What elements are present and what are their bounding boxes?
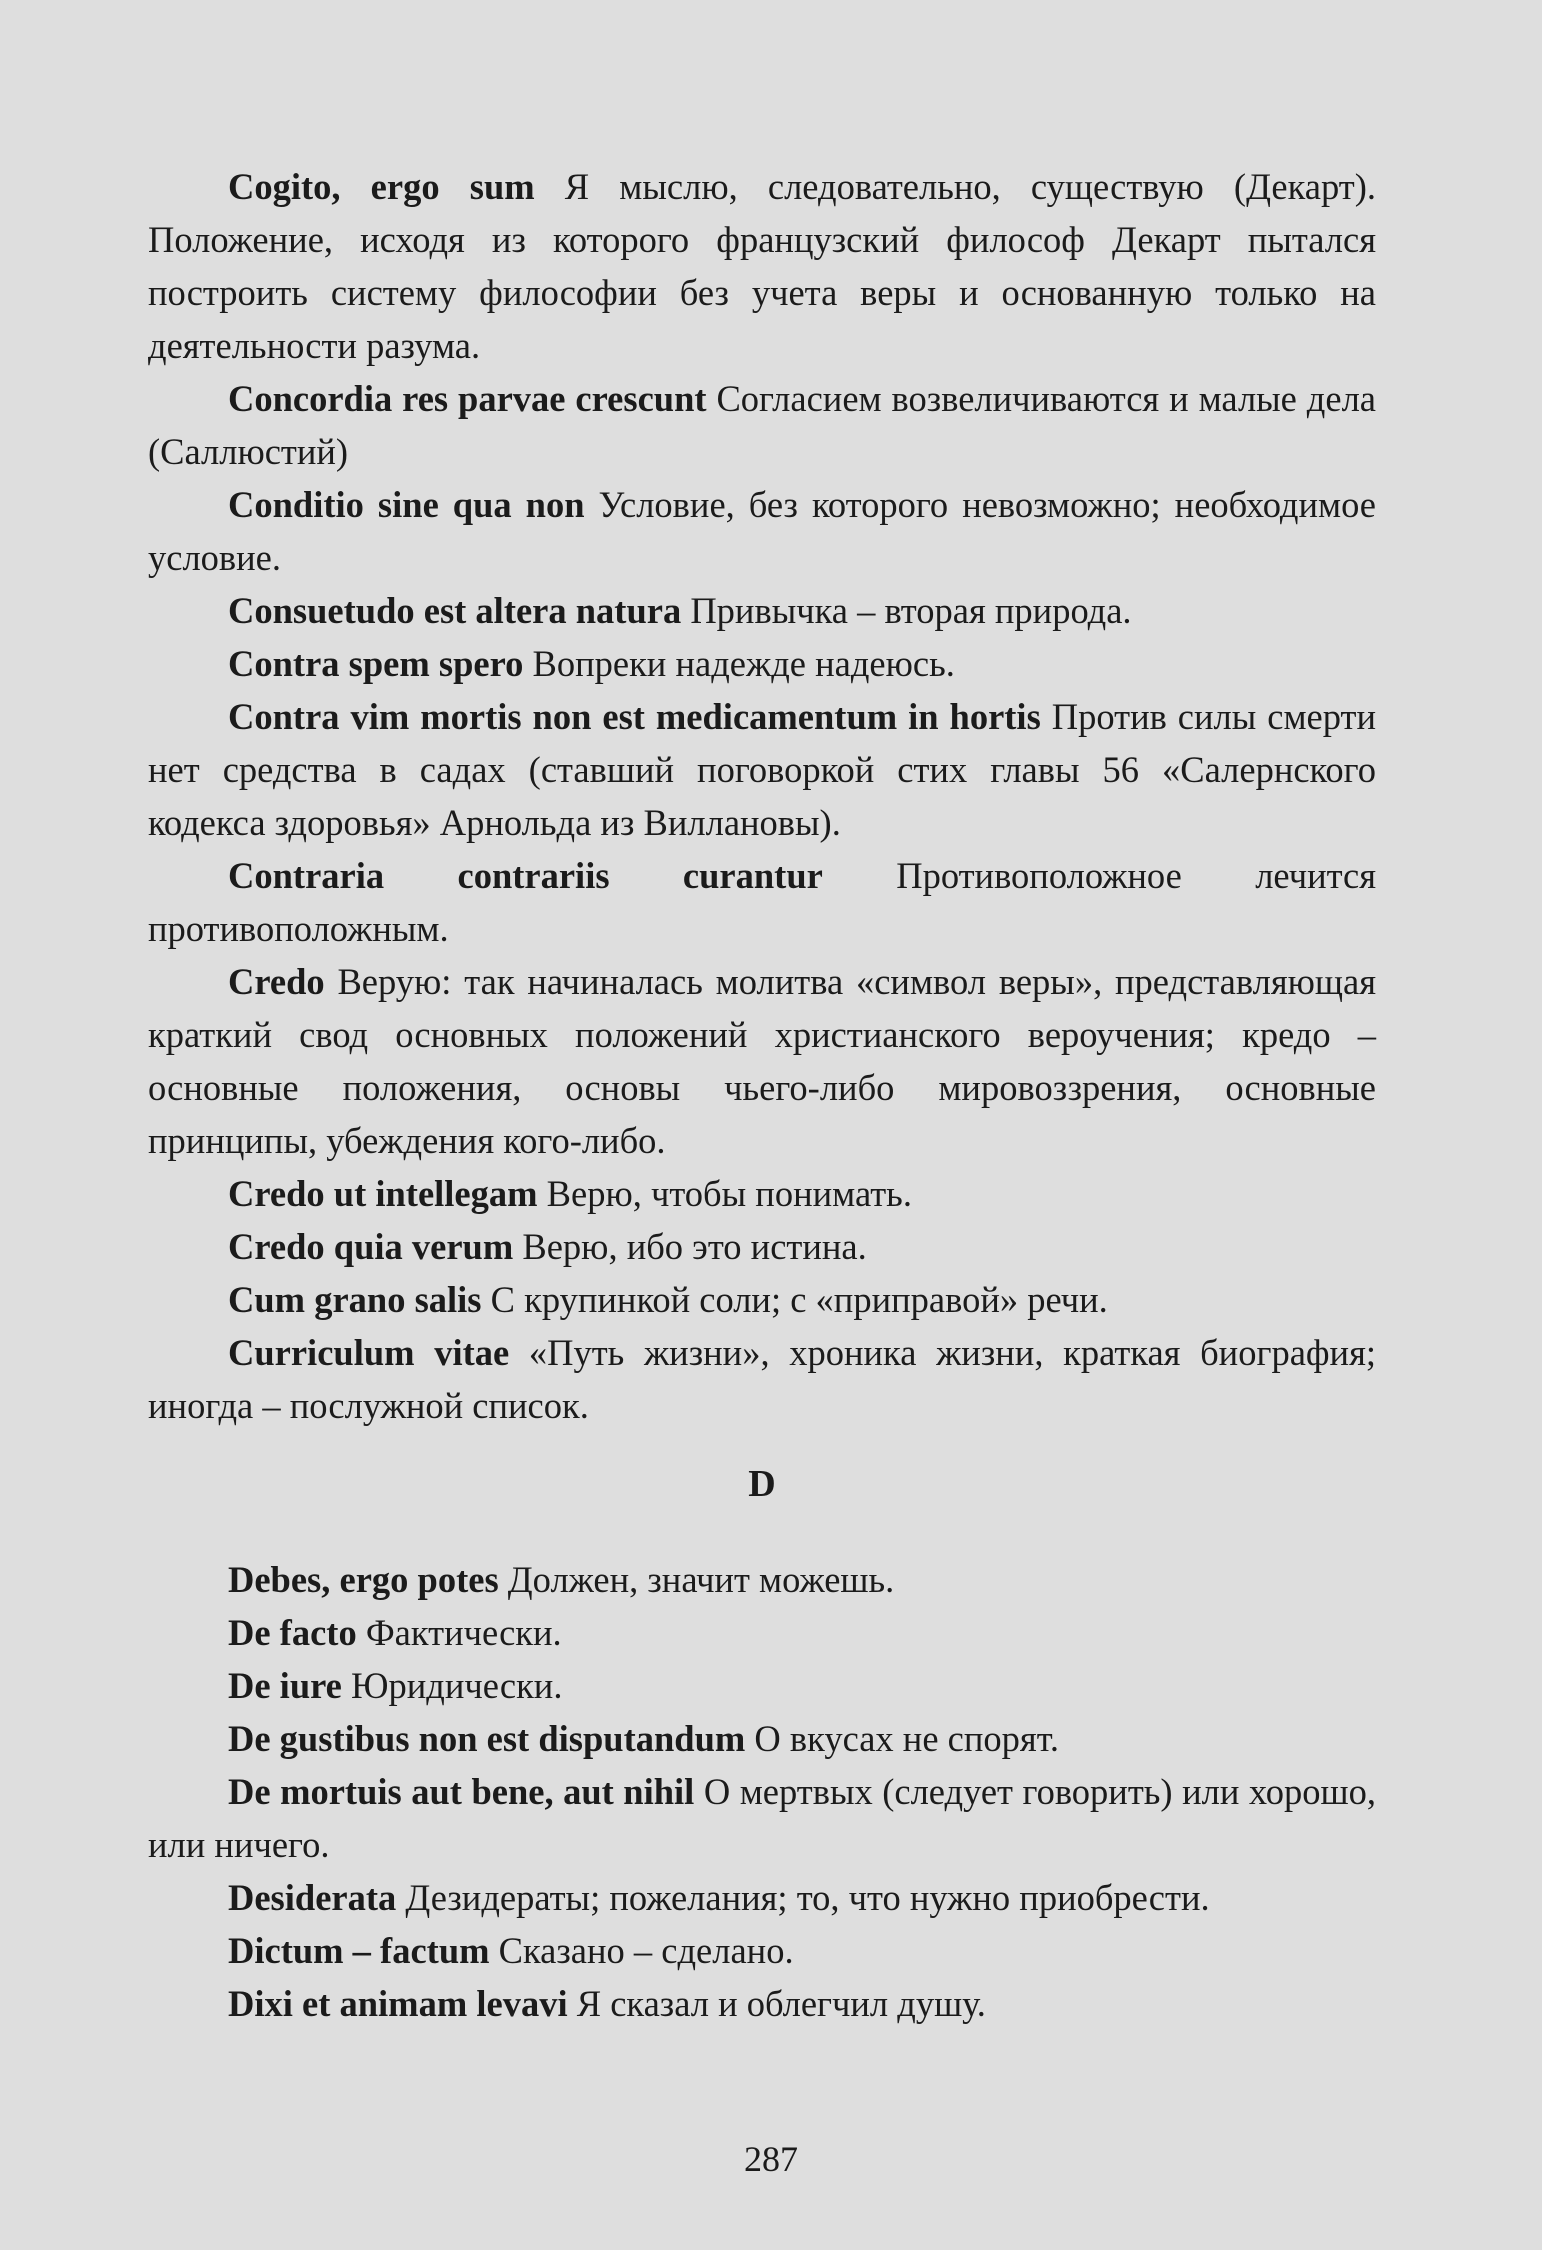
entry-term: Concordia res parvae crescunt — [228, 378, 707, 419]
dictionary-entry — [148, 1924, 1376, 1977]
dictionary-entry — [148, 1659, 1376, 1712]
entry-term: Desiderata — [228, 1877, 397, 1918]
entry-definition: Верую: так начиналась молитва «символ веры», представляющая краткий свод основных положений христианского вероучения; кредо – основные положения, основы чьего-либо мировоззрения, основные принципы, убеждения кого-либо. — [148, 961, 1376, 1161]
entry-term: Contra vim mortis non est medicamentum in hortis — [228, 696, 1041, 737]
entry-term: Dictum – factum — [228, 1930, 490, 1971]
entry-term: Contra spem spero — [228, 643, 524, 684]
entry-definition: Я сказал и облегчил душу. — [567, 1983, 986, 2024]
dictionary-entry — [148, 478, 1376, 584]
entry-term: Cum grano salis — [228, 1279, 482, 1320]
dictionary-entry — [148, 849, 1376, 955]
entry-term: Curriculum vitae — [228, 1332, 510, 1373]
entry-term: De gustibus non est disputandum — [228, 1718, 746, 1759]
entry-definition: Согласием возвеличиваются и малые дела (Саллюстий) — [148, 378, 1376, 472]
entry-term: Conditio sine qua non — [228, 484, 585, 525]
entry-definition: Юридически. — [341, 1665, 563, 1706]
dictionary-text — [148, 160, 1376, 2030]
page-number: 287 — [744, 2139, 798, 2179]
dictionary-entry — [148, 1273, 1376, 1326]
entry-definition: Верю, ибо это истина. — [513, 1226, 867, 1267]
entry-term: De mortuis aut bene, aut nihil — [228, 1771, 695, 1812]
entry-definition: Сказано – сделано. — [489, 1930, 794, 1971]
entry-definition: Дезидераты; пожелания; то, что нужно приобрести. — [396, 1877, 1210, 1918]
dictionary-entry — [148, 1871, 1376, 1924]
entry-definition: Я мыслю, следовательно, существую (Декарт). Положение, исходя из которого французский философ Декарт пытался построить систему философии без учета веры и основанную только на деятельности разума. — [148, 166, 1377, 366]
entry-definition: Вопреки надежде надеюсь. — [523, 643, 955, 684]
dictionary-entry — [148, 955, 1376, 1167]
dictionary-entry — [148, 1326, 1376, 1432]
entry-definition: О вкусах не спорят. — [745, 1718, 1060, 1759]
dictionary-entry — [148, 1606, 1376, 1659]
dictionary-entry — [148, 1977, 1376, 2030]
dictionary-entry — [148, 1712, 1376, 1765]
dictionary-entry — [148, 1765, 1376, 1871]
entry-term: Dixi et animam levavi — [228, 1983, 568, 2024]
entries-c-list — [148, 160, 1376, 1432]
entry-term: Cogito, ergo sum — [228, 166, 535, 207]
entry-term: Credo ut intellegam — [228, 1173, 538, 1214]
entry-definition: Фактически. — [356, 1612, 562, 1653]
entry-term: Debes, ergo potes — [228, 1559, 499, 1600]
dictionary-entry — [148, 1167, 1376, 1220]
dictionary-entry — [148, 372, 1376, 478]
entry-term: De facto — [228, 1612, 357, 1653]
entry-term: Credo quia verum — [228, 1226, 514, 1267]
entry-definition: Привычка – вторая природа. — [681, 590, 1132, 631]
dictionary-entry — [148, 1553, 1376, 1606]
dictionary-entry — [148, 637, 1376, 690]
dictionary-entry — [148, 1220, 1376, 1273]
section-letter: D — [748, 1463, 776, 1505]
entry-definition: «Путь жизни», хроника жизни, краткая биография; иногда – послужной список. — [148, 1332, 1377, 1426]
entry-definition: Условие, без которого невозможно; необходимое условие. — [148, 484, 1376, 578]
entry-definition: Должен, значит можешь. — [498, 1559, 895, 1600]
entry-term: Consuetudo est altera natura — [228, 590, 682, 631]
entry-term: De iure — [228, 1665, 342, 1706]
entry-definition: Противоположное лечится противоположным. — [148, 855, 1376, 949]
dictionary-entry — [148, 690, 1376, 849]
entry-term: Credo — [228, 961, 325, 1002]
entry-definition: Верю, чтобы понимать. — [537, 1173, 912, 1214]
entry-definition: С крупинкой соли; с «приправой» речи. — [481, 1279, 1108, 1320]
entry-definition: Против силы смерти нет средства в садах (ставший поговоркой стих главы 56 «Салернского кодекса здоровья» Арнольда из Виллановы). — [148, 696, 1376, 843]
entry-definition: О мертвых (следует говорить) или хорошо, или ничего. — [148, 1771, 1376, 1865]
entries-d-list — [148, 1553, 1376, 2030]
dictionary-entry — [148, 584, 1376, 637]
entry-term: Contraria contrariis curantur — [228, 855, 823, 896]
dictionary-entry — [148, 160, 1376, 372]
